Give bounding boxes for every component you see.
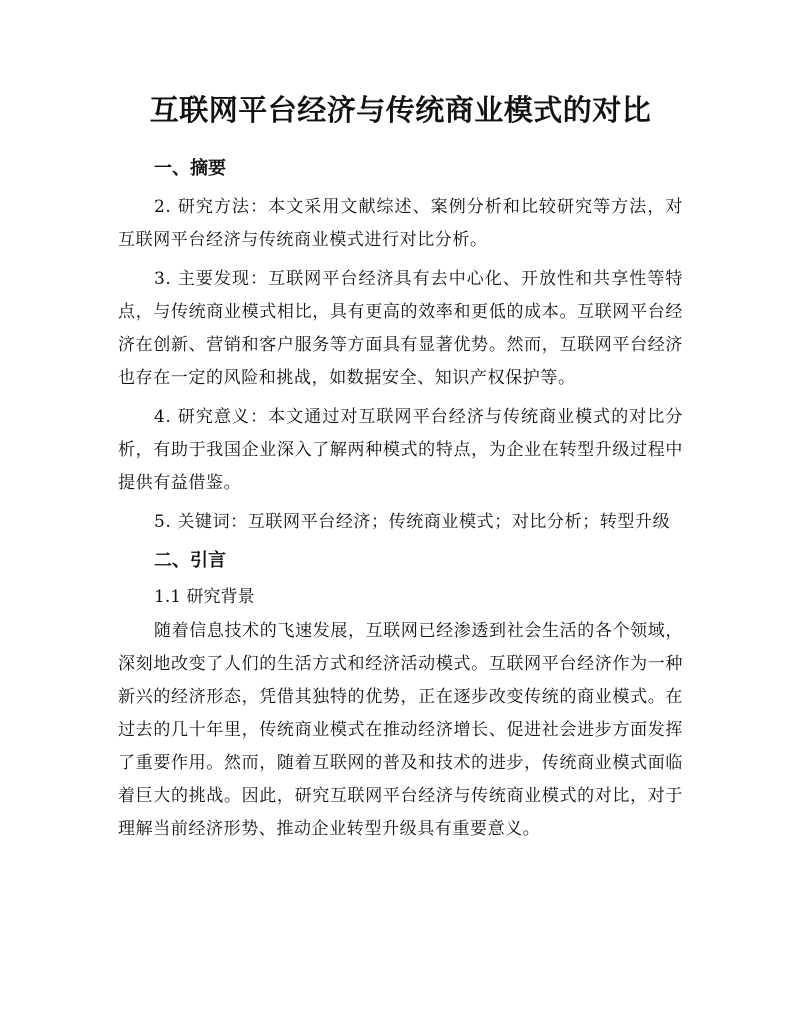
abstract-item-keywords: 5. 关键词：互联网平台经济；传统商业模式；对比分析；转型升级 [154,512,671,532]
abstract-item-methods: 2. 研究方法：本文采用文献综述、案例分析和比较研究等方法，对互联网平台经济与传统商业模式进行对比分析。 [118,197,683,250]
document-title: 互联网平台经济与传统商业模式的对比 [149,93,652,127]
subsection-heading-background: 1.1 研究背景 [154,587,255,607]
section-heading-abstract: 一、摘要 [154,158,226,179]
document-page [118,88,683,846]
abstract-item-significance: 4. 研究意义：本文通过对互联网平台经济与传统商业模式的对比分析，有助于我国企业深入了解两种模式的特点，为企业在转型升级过程中提供有益借鉴。 [118,407,683,493]
abstract-item-findings: 3. 主要发现：互联网平台经济具有去中心化、开放性和共享性等特点，与传统商业模式相比，具有更高的效率和更低的成本。互联网平台经济在创新、营销和客户服务等方面具有显著优势。然而，互联网平台经济也存在一定的风险和挑战，如数据安全、知识产权保护等。 [118,269,683,388]
section-heading-introduction: 二、引言 [154,550,226,571]
introduction-paragraph: 随着信息技术的飞速发展，互联网已经渗透到社会生活的各个领域，深刻地改变了人们的生活方式和经济活动模式。互联网平台经济作为一种新兴的经济形态，凭借其独特的优势，正在逐步改变传统的商业模式。在过去的几十年里，传统商业模式在推动经济增长、促进社会进步方面发挥了重要作用。然而，随着互联网的普及和技术的进步，传统商业模式面临着巨大的挑战。因此，研究互联网平台经济与传统商业模式的对比，对于理解当前经济形势、推动企业转型升级具有重要意义。 [118,621,683,839]
